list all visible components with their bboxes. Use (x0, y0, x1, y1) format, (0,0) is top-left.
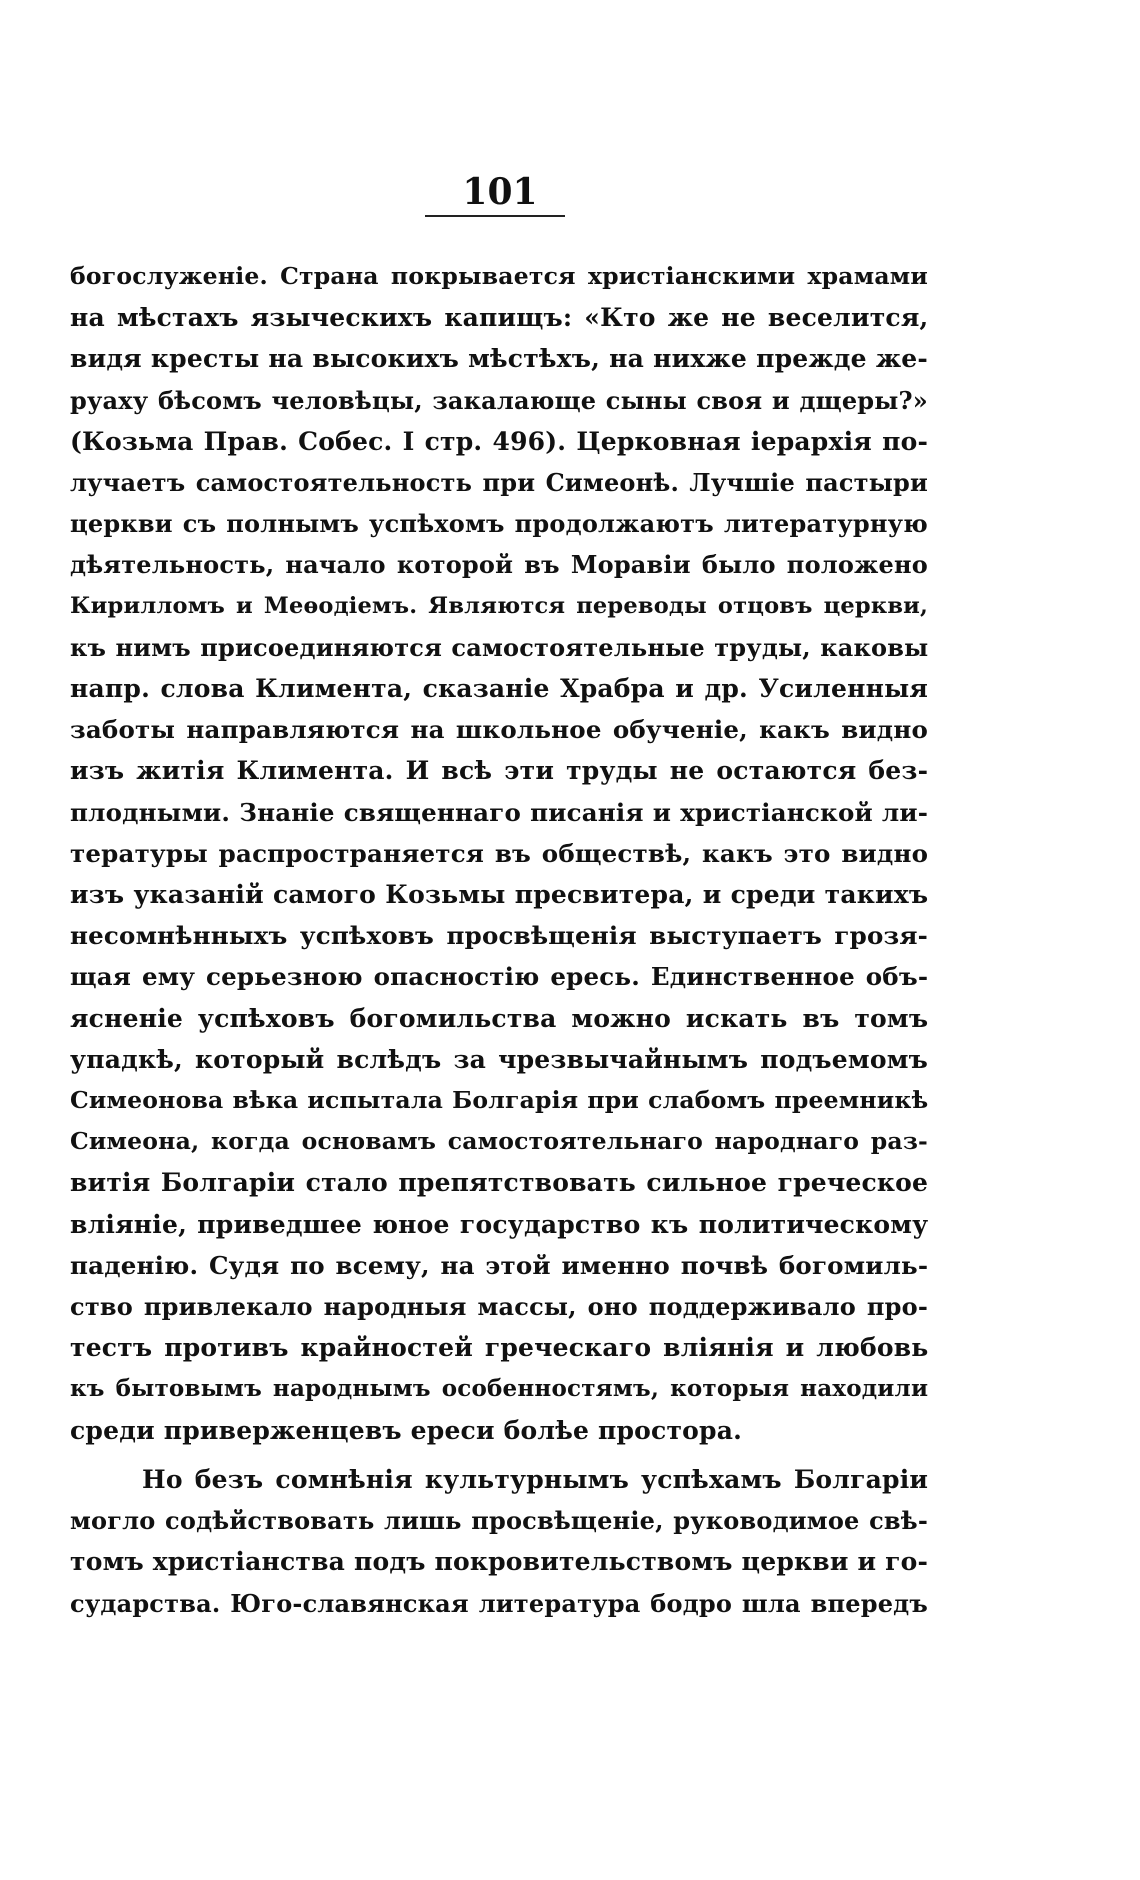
text-line: (Козьма Прав. Собес. I стр. 496). Церковная іерархія по- (70, 426, 929, 456)
text-line: изъ указаній самого Козьмы пресвитера, и среди такихъ (70, 880, 929, 910)
text-line: паденію. Судя по всему, на этой именно почвѣ богомиль- (70, 1250, 929, 1280)
text-line: томъ христіанства подъ покровительствомъ церкви и го- (70, 1547, 929, 1577)
text-line: къ бытовымъ народнымъ особенностямъ, которыя находили (70, 1375, 929, 1403)
text-line: руаху бѣсомъ человѣцы, закалающе сыны своя и дщеры?» (70, 385, 928, 415)
text-line: лучаетъ самостоятельность при Симеонѣ. Лучшіе пастыри (70, 468, 928, 498)
text-line: упадкѣ, который вслѣдъ за чрезвычайнымъ подъемомъ (70, 1044, 928, 1074)
text-line: Симеона, когда основамъ самостоятельнаго народнаго раз- (70, 1127, 928, 1156)
text-line: вліяніе, приведшее юное государство къ политическому (70, 1209, 929, 1239)
text-line: сударства. Юго-славянская литература бодро шла впередъ (70, 1588, 928, 1618)
text-line: напр. слова Климента, сказаніе Храбра и др. Усиленныя (70, 674, 928, 704)
text-line: церкви съ полнымъ успѣхомъ продолжаютъ литературную (70, 509, 928, 539)
paragraph-gap (70, 1451, 928, 1459)
text-line: ство привлекало народныя массы, оно поддерживало про- (70, 1292, 928, 1322)
text-line: изъ житія Климента. И всѣ эти труды не остаются без- (70, 756, 929, 786)
page-number-rule (425, 215, 565, 217)
text-line: несомнѣнныхъ успѣховъ просвѣщенія выступаетъ грозя- (70, 921, 929, 951)
text-line: богослуженіе. Страна покрывается христіанскими храмами (70, 262, 928, 290)
paragraph-2 (70, 1459, 928, 1624)
paragraph-1 (70, 256, 928, 1451)
text-line: къ нимъ присоединяются самостоятельные труды, каковы (70, 632, 929, 662)
text-line: щая ему серьезною опасностію ересь. Единственное объ- (70, 962, 929, 992)
text-line: могло содѣйствовать лишь просвѣщеніе, руководимое свѣ- (70, 1506, 929, 1536)
text-line: заботы направляются на школьное обученіе, какъ видно (70, 715, 929, 745)
text-line: видя кресты на высокихъ мѣстѣхъ, на нихже прежде же- (70, 344, 928, 374)
text-line: витія Болгаріи стало препятствовать сильное греческое (70, 1168, 929, 1198)
text-line: на мѣстахъ языческихъ капищъ: «Кто же не веселится, (70, 303, 929, 333)
text-line: дѣятельность, начало которой въ Моравіи было положено (70, 550, 928, 580)
body-text (70, 256, 928, 1624)
text-line: Симеонова вѣка испытала Болгарія при слабомъ преемникѣ (70, 1086, 929, 1115)
text-line: тестъ противъ крайностей греческаго вліянія и любовь (70, 1333, 929, 1363)
text-line: Кирилломъ и Меѳодіемъ. Являются переводы отцовъ церкви, (70, 592, 929, 619)
text-line: плодными. Знаніе священнаго писанія и христіанской ли- (70, 797, 929, 827)
text-line: тературы распространяется въ обществѣ, какъ это видно (70, 838, 929, 868)
text-line: Но безъ сомнѣнія культурнымъ успѣхамъ Болгаріи (142, 1464, 929, 1494)
page-number: 101 (462, 171, 538, 213)
text-line: ясненіе успѣховъ богомильства можно искать въ томъ (70, 1003, 929, 1033)
text-line: среди приверженцевъ ереси болѣе простора. (70, 1415, 743, 1445)
